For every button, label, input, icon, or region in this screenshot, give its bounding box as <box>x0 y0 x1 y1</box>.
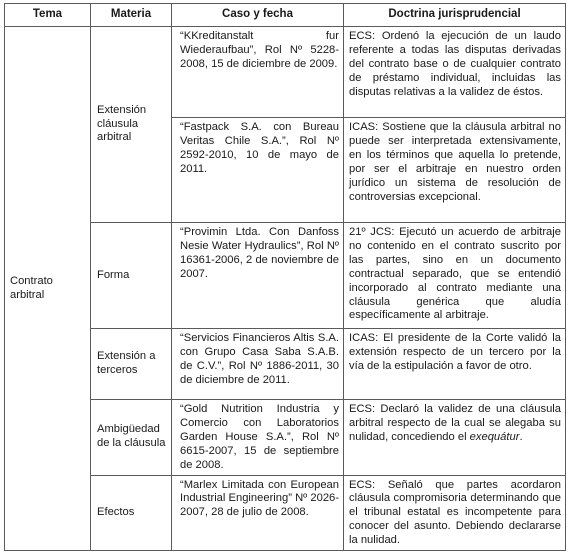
doctrina-cell: ECS: Ordenó la ejecución de un laudo referente a todas las disputas derivadas del contrato base o de cualquier contrato de préstamo individual, incluidas las disputas relativas a la validez de éstos. <box>344 27 566 118</box>
materia-cell: Forma <box>91 223 172 329</box>
doctrina-cell: ICAS: Sostiene que la cláusula arbitral no puede ser interpretada extensivamente, en los términos que aquella lo pretende, por ser el arbitraje en nuestro orden jurídico un sistema de resolución de controversias excepcional. <box>344 118 566 223</box>
caso-cell: “Servicios Financieros Altis S.A. con Grupo Casa Saba S.A.B. de C.V.”, Rol Nº 1886-2011, 30 de diciembre de 2011. <box>172 329 344 400</box>
header-row <box>5 4 566 27</box>
caso-cell: “KKreditanstalt fur Wiederaufbau”, Rol Nº 5228-2008, 15 de diciembre de 2009. <box>172 27 344 118</box>
materia-cell: Extensión cláusula arbitral <box>91 27 172 223</box>
doctrina-cell <box>344 400 566 476</box>
table-row <box>5 27 566 118</box>
header-materia: Materia <box>91 4 172 27</box>
materia-cell: Ambigüedad de la cláusula <box>91 400 172 476</box>
materia-cell: Extensión a terceros <box>91 329 172 400</box>
tema-cell: Contrato arbitral <box>5 27 91 551</box>
doctrina-cell: ECS: Señaló que partes acordaron cláusula compromisoria determinando que el tribunal estatal es incompetente para conocer del asunto. Debiendo declararse la nulidad. <box>344 475 566 551</box>
doctrina-text-end: . <box>519 430 523 443</box>
doctrina-text: ECS: Declaró la validez de una cláusula arbitral respecto de la cual se alegaba su nulidad, concediendo el <box>349 403 561 443</box>
caso-cell: “Fastpack S.A. con Bureau Veritas Chile S.A.”, Rol Nº 2592-2010, 10 de mayo de 2011. <box>172 118 344 223</box>
doctrina-cell: 21º JCS: Ejecutó un acuerdo de arbitraje no contenido en el contrato suscrito por las partes, sino en un documento contractual separado, que se entendió incorporado al contrato mediante una cláusula genérica que aludía específicamente al arbitraje. <box>344 223 566 329</box>
header-doctrina: Doctrina jurisprudencial <box>344 4 566 27</box>
header-caso: Caso y fecha <box>172 4 344 27</box>
materia-cell: Efectos <box>91 475 172 551</box>
caso-cell: “Marlex Limitada con European Industrial Engineering” Nº 2026-2007, 28 de julio de 2008. <box>172 475 344 551</box>
jurisprudence-table <box>4 3 566 551</box>
caso-cell: “Gold Nutrition Industria y Comercio con Laboratorios Garden House S.A.”, Rol Nº 6615-2007, 15 de septiembre de 2008. <box>172 400 344 476</box>
doctrina-cell: ICAS: El presidente de la Corte validó la extensión respecto de un tercero por la vía de la estipulación a favor de otro. <box>344 329 566 400</box>
header-tema: Tema <box>5 4 91 27</box>
caso-cell: “Provimin Ltda. Con Danfoss Nesie Water Hydraulics”, Rol Nº 16361-2006, 2 de noviembre de 2007. <box>172 223 344 329</box>
exequatur-term: exequátur <box>469 430 520 443</box>
